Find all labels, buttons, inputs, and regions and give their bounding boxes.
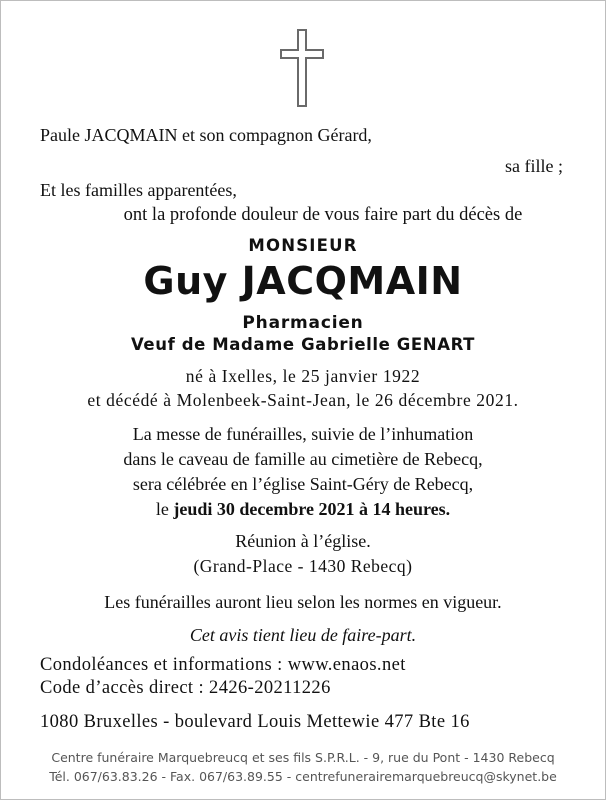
deceased-name: Guy JACQMAIN (143, 259, 463, 303)
ceremony-date-prefix: le (155, 499, 174, 519)
notice-line: Cet avis tient lieu de faire-part. (189, 625, 417, 645)
ceremony-line-2: dans le caveau de famille au cimetière de Rebecq, (123, 449, 483, 469)
rules-line: Les funérailles auront lieu selon les normes en vigueur. (104, 592, 502, 612)
condolences-info: Condoléances et informations : www.enaos.net (40, 655, 406, 675)
deceased-spouse: Veuf de Madame Gabrielle GENART (130, 335, 476, 354)
ceremony-line-1: La messe de funérailles, suivie de l’inhumation (132, 424, 474, 444)
ceremony-line-3: sera célébrée en l’église Saint-Géry de Rebecq, (132, 474, 474, 494)
access-code: Code d’accès direct : 2426-20211226 (40, 678, 331, 698)
intro-daughter-line: Paule JACQMAIN et son compagnon Gérard, (40, 125, 372, 145)
deceased-profession: Pharmacien (242, 313, 364, 333)
birth-details: né à Ixelles, le 25 janvier 1922 (185, 366, 421, 386)
intro-families-line: Et les familles apparentées, (40, 180, 237, 200)
funeral-home-address: Centre funéraire Marquebreucq et ses fils S.P.R.L. - 9, rue du Pont - 1430 Rebecq (51, 750, 555, 765)
intro-relation-line: sa fille ; (505, 156, 563, 176)
latin-cross-icon (279, 28, 325, 108)
deceased-title: MONSIEUR (248, 236, 358, 255)
reunion-line: Réunion à l’église. (235, 531, 371, 551)
death-details: et décédé à Molenbeek-Saint-Jean, le 26 décembre 2021. (87, 390, 519, 410)
funeral-home-contact: Tél. 067/63.83.26 - Fax. 067/63.89.55 - centrefunerairemarquebreucq@skynet.be (49, 769, 557, 784)
intro-announcement-line: ont la profonde douleur de vous faire part du décès de (123, 205, 523, 225)
ceremony-date-line (1, 499, 605, 520)
venue-address: (Grand-Place - 1430 Rebecq) (193, 556, 413, 576)
home-address: 1080 Bruxelles - boulevard Louis Mettewie 477 Bte 16 (40, 712, 470, 732)
ceremony-date-time: jeudi 30 decembre 2021 à 14 heures. (173, 499, 451, 519)
